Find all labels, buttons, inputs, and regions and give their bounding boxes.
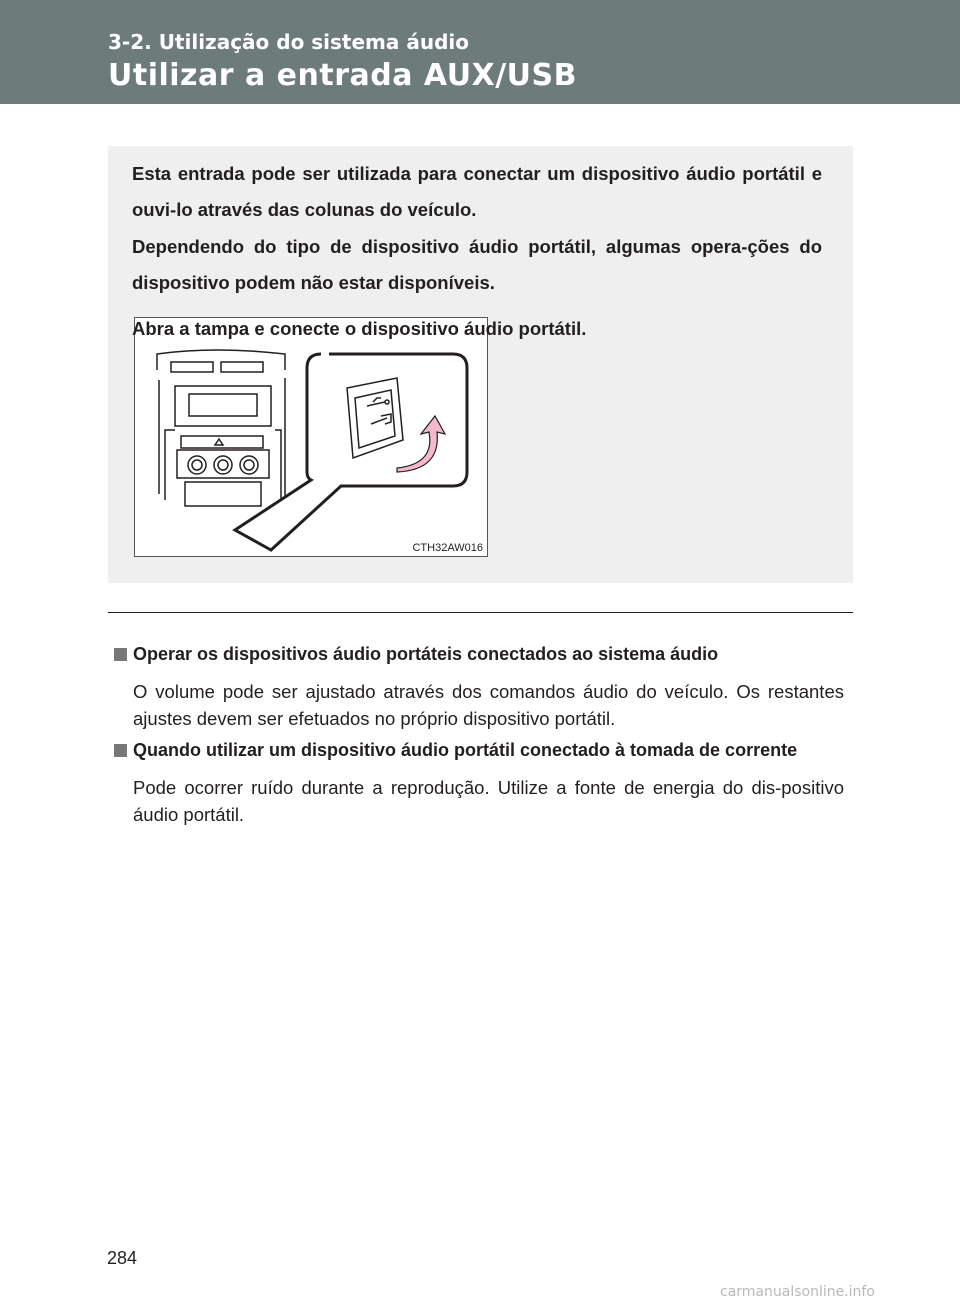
note-body: O volume pode ser ajustado através dos comandos áudio do veículo. Os restantes ajustes devem ser efetuados no próprio dispositivo portátil.: [133, 681, 844, 729]
intro-paragraph-1: Esta entrada pode ser utilizada para conectar um dispositivo áudio portátil e ouvi-lo através das colunas do veículo.: [132, 163, 822, 220]
note-heading-text: Operar os dispositivos áudio portáteis conectados ao sistema áudio: [133, 644, 719, 664]
intro-paragraph-2: Dependendo do tipo de dispositivo áudio portátil, algumas opera-ções do dispositivo podem não estar disponíveis.: [132, 236, 822, 293]
square-bullet-icon: [114, 744, 127, 757]
note-heading: [114, 640, 844, 668]
open-arrow-icon: [397, 416, 445, 472]
watermark: carmanualsonline.info: [720, 1284, 875, 1300]
section-header: [0, 0, 960, 104]
figure-code: CTH32AW016: [412, 542, 483, 554]
figure-instruction: Abra a tampa e conecte o dispositivo áudio portátil.: [132, 318, 587, 339]
note-body: Pode ocorrer ruído durante a reprodução. Utilize a fonte de energia do dis-positivo áudio portátil.: [133, 777, 844, 825]
note-heading-text: Quando utilizar um dispositivo áudio portátil conectado à tomada de corrente: [133, 740, 798, 760]
note-operate-devices: [114, 640, 844, 732]
aux-usb-illustration: [134, 317, 488, 557]
page-title: Utilizar a entrada AUX/USB: [108, 58, 578, 93]
note-heading: [114, 736, 844, 764]
dashboard-drawing: [135, 318, 487, 556]
page-number: 284: [107, 1248, 138, 1268]
section-label: 3-2. Utilização do sistema áudio: [108, 30, 470, 54]
section-divider: [108, 612, 853, 613]
square-bullet-icon: [114, 648, 127, 661]
note-power-outlet: [114, 736, 844, 828]
intro-box: [108, 146, 853, 583]
